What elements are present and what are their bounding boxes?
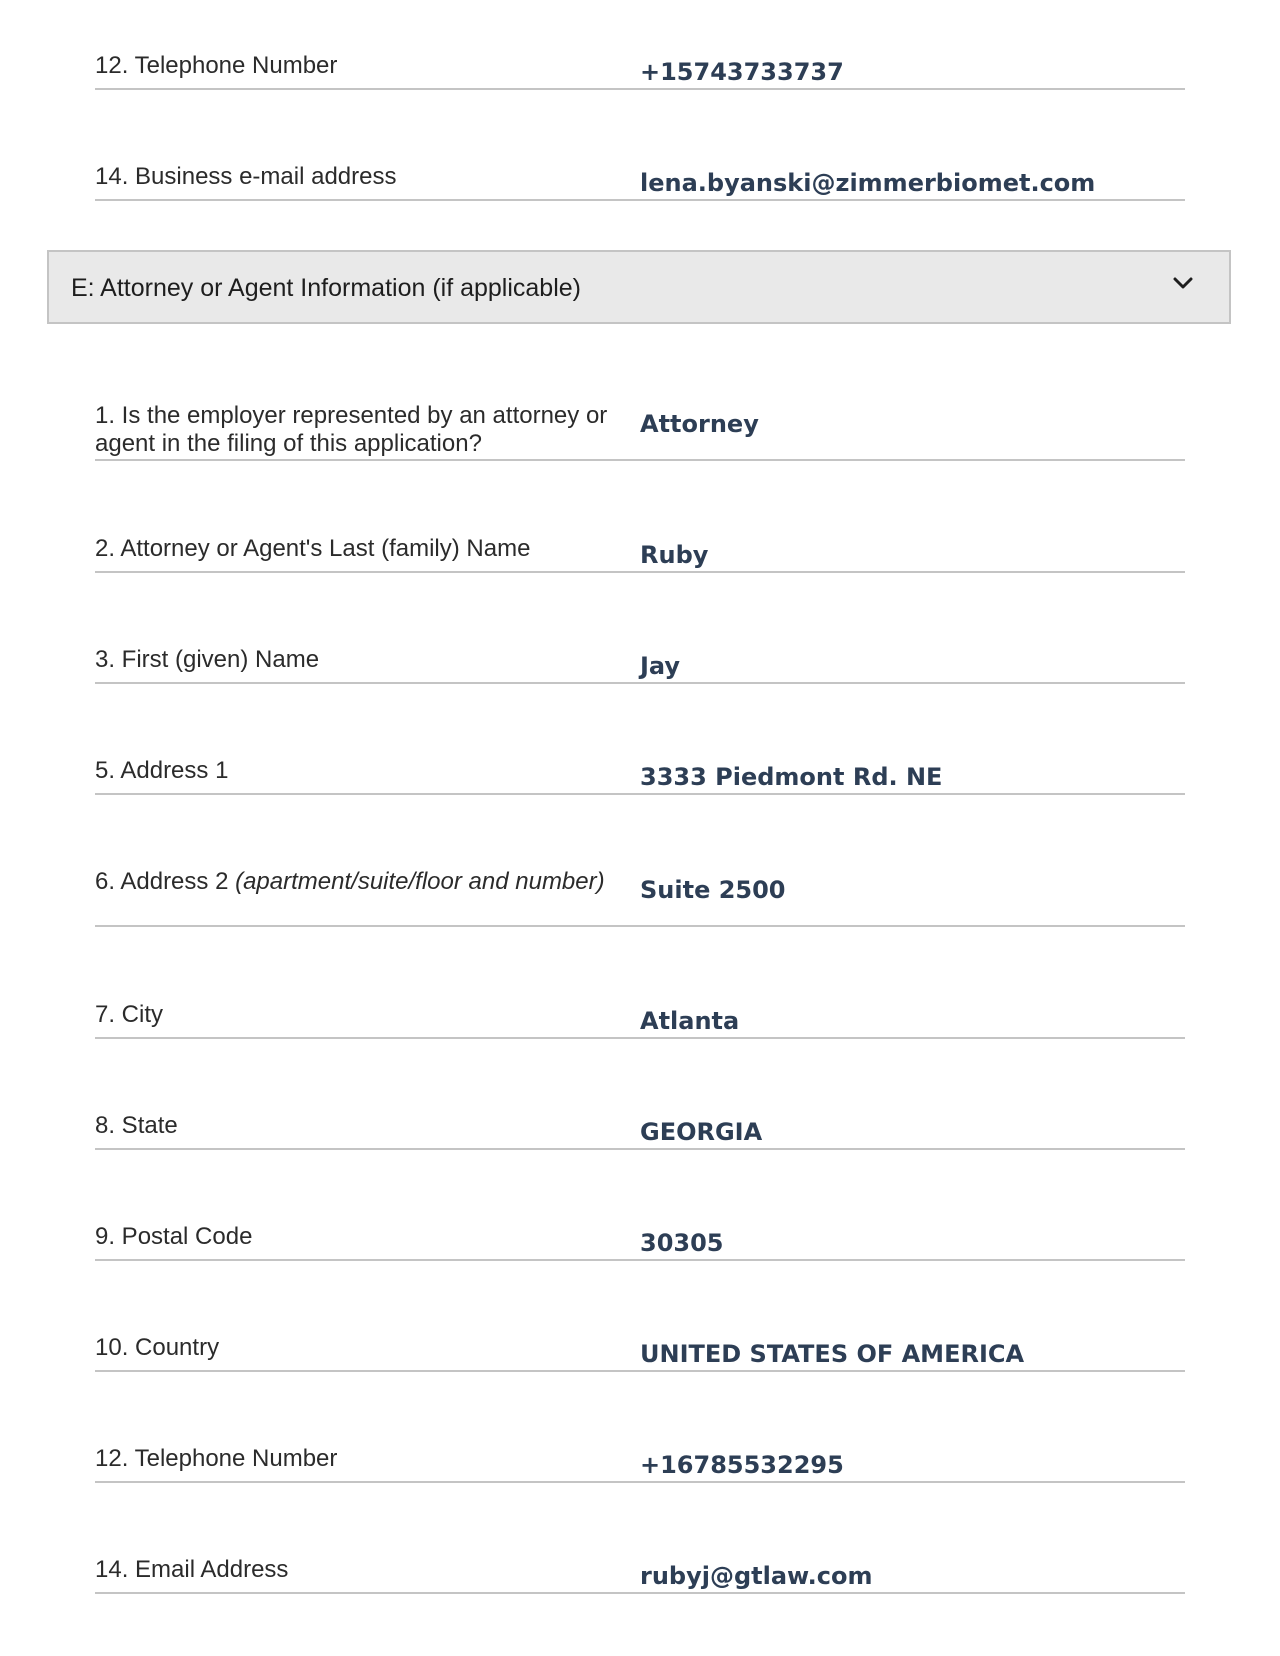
employer-email-label: 14. Business e-mail address (95, 163, 397, 190)
first-name-value: Jay (640, 652, 681, 680)
postal-code-label: 9. Postal Code (95, 1223, 253, 1250)
employer-telephone-row (95, 48, 1185, 90)
represented-label: 1. Is the employer represented by an attorney or agent in the filing of this application? (95, 402, 608, 457)
last-name-label: 2. Attorney or Agent's Last (family) Name (95, 535, 531, 562)
employer-telephone-value: +15743733737 (640, 58, 844, 86)
last-name-row (95, 531, 1185, 573)
city-row (95, 997, 1185, 1039)
city-value: Atlanta (640, 1007, 740, 1035)
chevron-down-icon[interactable] (1173, 276, 1193, 290)
state-row (95, 1108, 1185, 1150)
address1-label: 5. Address 1 (95, 757, 229, 784)
state-value: GEORGIA (640, 1118, 763, 1146)
address2-label-note: (apartment/suite/floor and number) (235, 868, 605, 895)
postal-code-value: 30305 (640, 1229, 724, 1257)
attorney-email-value: rubyj@gtlaw.com (640, 1562, 873, 1590)
represented-row (95, 400, 1185, 461)
first-name-row (95, 642, 1185, 684)
state-label: 8. State (95, 1112, 178, 1139)
attorney-email-row (95, 1552, 1185, 1594)
employer-email-value: lena.byanski@zimmerbiomet.com (640, 169, 1096, 197)
postal-code-row (95, 1219, 1185, 1261)
last-name-value: Ruby (640, 541, 709, 569)
address2-label (95, 868, 615, 896)
address2-value: Suite 2500 (640, 876, 786, 904)
attorney-email-label: 14. Email Address (95, 1556, 289, 1583)
employer-telephone-label: 12. Telephone Number (95, 52, 338, 79)
attorney-telephone-row (95, 1441, 1185, 1483)
city-label: 7. City (95, 1001, 164, 1028)
address1-value: 3333 Piedmont Rd. NE (640, 763, 943, 791)
section-e-header[interactable] (47, 250, 1231, 324)
country-label: 10. Country (95, 1334, 220, 1361)
represented-value: Attorney (640, 410, 759, 438)
section-e-title: E: Attorney or Agent Information (if applicable) (71, 274, 581, 302)
first-name-label: 3. First (given) Name (95, 646, 320, 673)
country-row (95, 1330, 1185, 1372)
attorney-telephone-label: 12. Telephone Number (95, 1445, 338, 1472)
attorney-telephone-value: +16785532295 (640, 1451, 844, 1479)
address2-row (95, 866, 1185, 927)
country-value: UNITED STATES OF AMERICA (640, 1340, 1025, 1368)
address1-row (95, 753, 1185, 795)
employer-email-row (95, 159, 1185, 201)
address2-label-text: 6. Address 2 (95, 868, 229, 895)
